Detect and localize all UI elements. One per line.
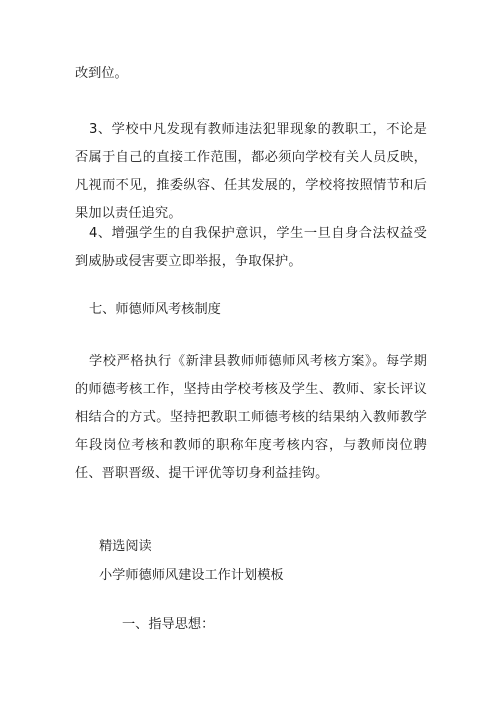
related-article-title[interactable]: 小学师德师风建设工作计划模板 (99, 568, 284, 583)
section-heading: 七、师德师风考核制度 (89, 302, 221, 317)
related-reading-label[interactable]: 精选阅读 (99, 539, 152, 554)
paragraph-section-body: 学校严格执行《新津县教师师德师风考核方案》。每学期的师德考核工作，坚持由学校考核及学生、教师、家长评议相结合的方式。坚持把教职工师德考核的结果纳入教师教学年段岗位考核和教师的职称年度考核内容，与教师岗位聘任、晋职晋级、提干评优等切身利益挂钩。 (75, 354, 427, 481)
paragraph-item-3: 3、学校中凡发现有教师违法犯罪现象的教职工，不论是否属于自己的直接工作范围，都必须向学校有关人员反映，凡视而不见，推委纵容、任其发展的，学校将按照情节和后果加以责任追究。 (75, 122, 427, 221)
related-first-heading: 一、指导思想： (122, 617, 215, 632)
paragraph-continuation: 改到位。 (75, 66, 128, 81)
paragraph-item-4: 4、增强学生的自我保护意识，学生一旦自身合法权益受到威胁或侵害要立即举报，争取保护。 (75, 226, 427, 269)
